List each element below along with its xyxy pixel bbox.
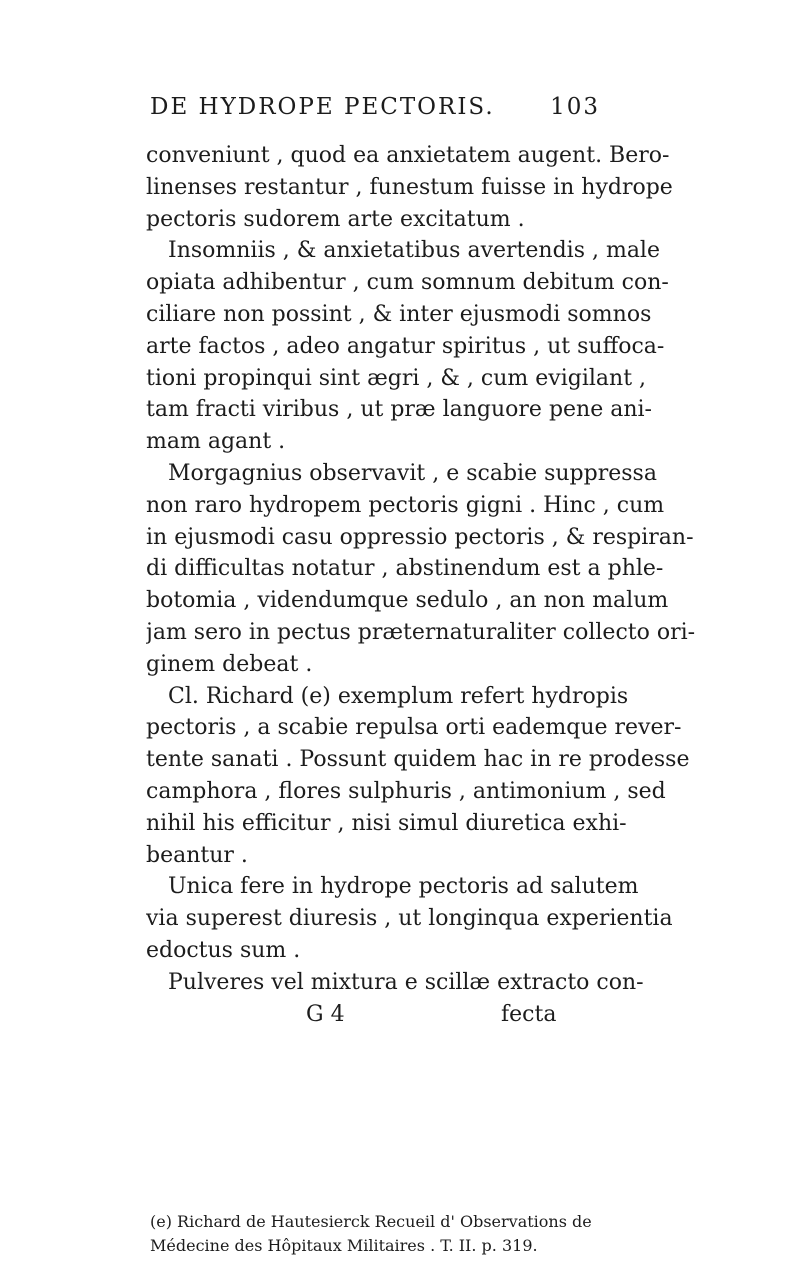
text-line: beantur . [146, 842, 248, 868]
signature-row [146, 999, 726, 1031]
text-line: linenses restantur , funestum fuisse in hydrope [146, 174, 673, 200]
text-line: Unica fere in hydrope pectoris ad salutem [168, 874, 639, 900]
text-line: botomia , videndumque sedulo , an non malum [146, 588, 669, 614]
signature-mark: G 4 [306, 1001, 345, 1027]
text-line: via superest diuresis , ut longinqua experientia [146, 906, 673, 932]
text-line: tente sanati . Possunt quidem hac in re prodesse [146, 747, 690, 773]
text-line: tam fracti viribus , ut præ languore pene ani- [146, 397, 652, 423]
text-line: ciliare non possint , & inter ejusmodi somnos [146, 301, 652, 327]
text-line: Morgagnius observavit , e scabie suppressa [168, 460, 657, 486]
text-line: jam sero in pectus præternaturaliter collecto ori- [146, 619, 696, 645]
text-line: edoctus sum . [146, 937, 301, 963]
footnote [150, 1210, 730, 1258]
text-line: Cl. Richard (e) exemplum refert hydropis [168, 683, 629, 709]
text-line: arte factos , adeo angatur spiritus , ut suffoca- [146, 333, 665, 359]
text-line: Insomniis , & anxietatibus avertendis , male [168, 238, 660, 264]
text-line: opiata adhibentur , cum somnum debitum con- [146, 270, 669, 296]
text-line: conveniunt , quod ea anxietatem augent. Bero- [146, 143, 670, 168]
footnote-line: Médecine des Hôpitaux Militaires . T. II. p. 319. [150, 1236, 538, 1255]
text-line: pectoris , a scabie repulsa orti eademque rever- [146, 715, 682, 741]
running-head [150, 94, 600, 128]
text-line: nihil his efficitur , nisi simul diuretica exhi- [146, 810, 627, 836]
text-line: ginem debeat . [146, 651, 313, 677]
text-line: pectoris sudorem arte excitatum . [146, 206, 525, 232]
catchword: fecta [501, 1001, 557, 1027]
text-line: non raro hydropem pectoris gigni . Hinc , cum [146, 492, 665, 518]
running-title: DE HYDROPE PECTORIS. [150, 94, 495, 120]
text-line: di difficultas notatur , abstinendum est a phle- [146, 556, 664, 582]
text-line: tioni propinqui sint ægri , & , cum evigilant , [146, 365, 647, 391]
text-line: Pulveres vel mixtura e scillæ extracto con- [168, 969, 644, 995]
text-line: camphora , flores sulphuris , antimonium , sed [146, 778, 666, 804]
main-text [146, 140, 726, 1030]
text-line: in ejusmodi casu oppressio pectoris , & respiran- [146, 524, 694, 550]
footnote-line: (e) Richard de Hautesierck Recueil d' Observations de [150, 1212, 592, 1231]
page-number: 103 [550, 94, 600, 120]
text-line: mam agant . [146, 429, 286, 455]
